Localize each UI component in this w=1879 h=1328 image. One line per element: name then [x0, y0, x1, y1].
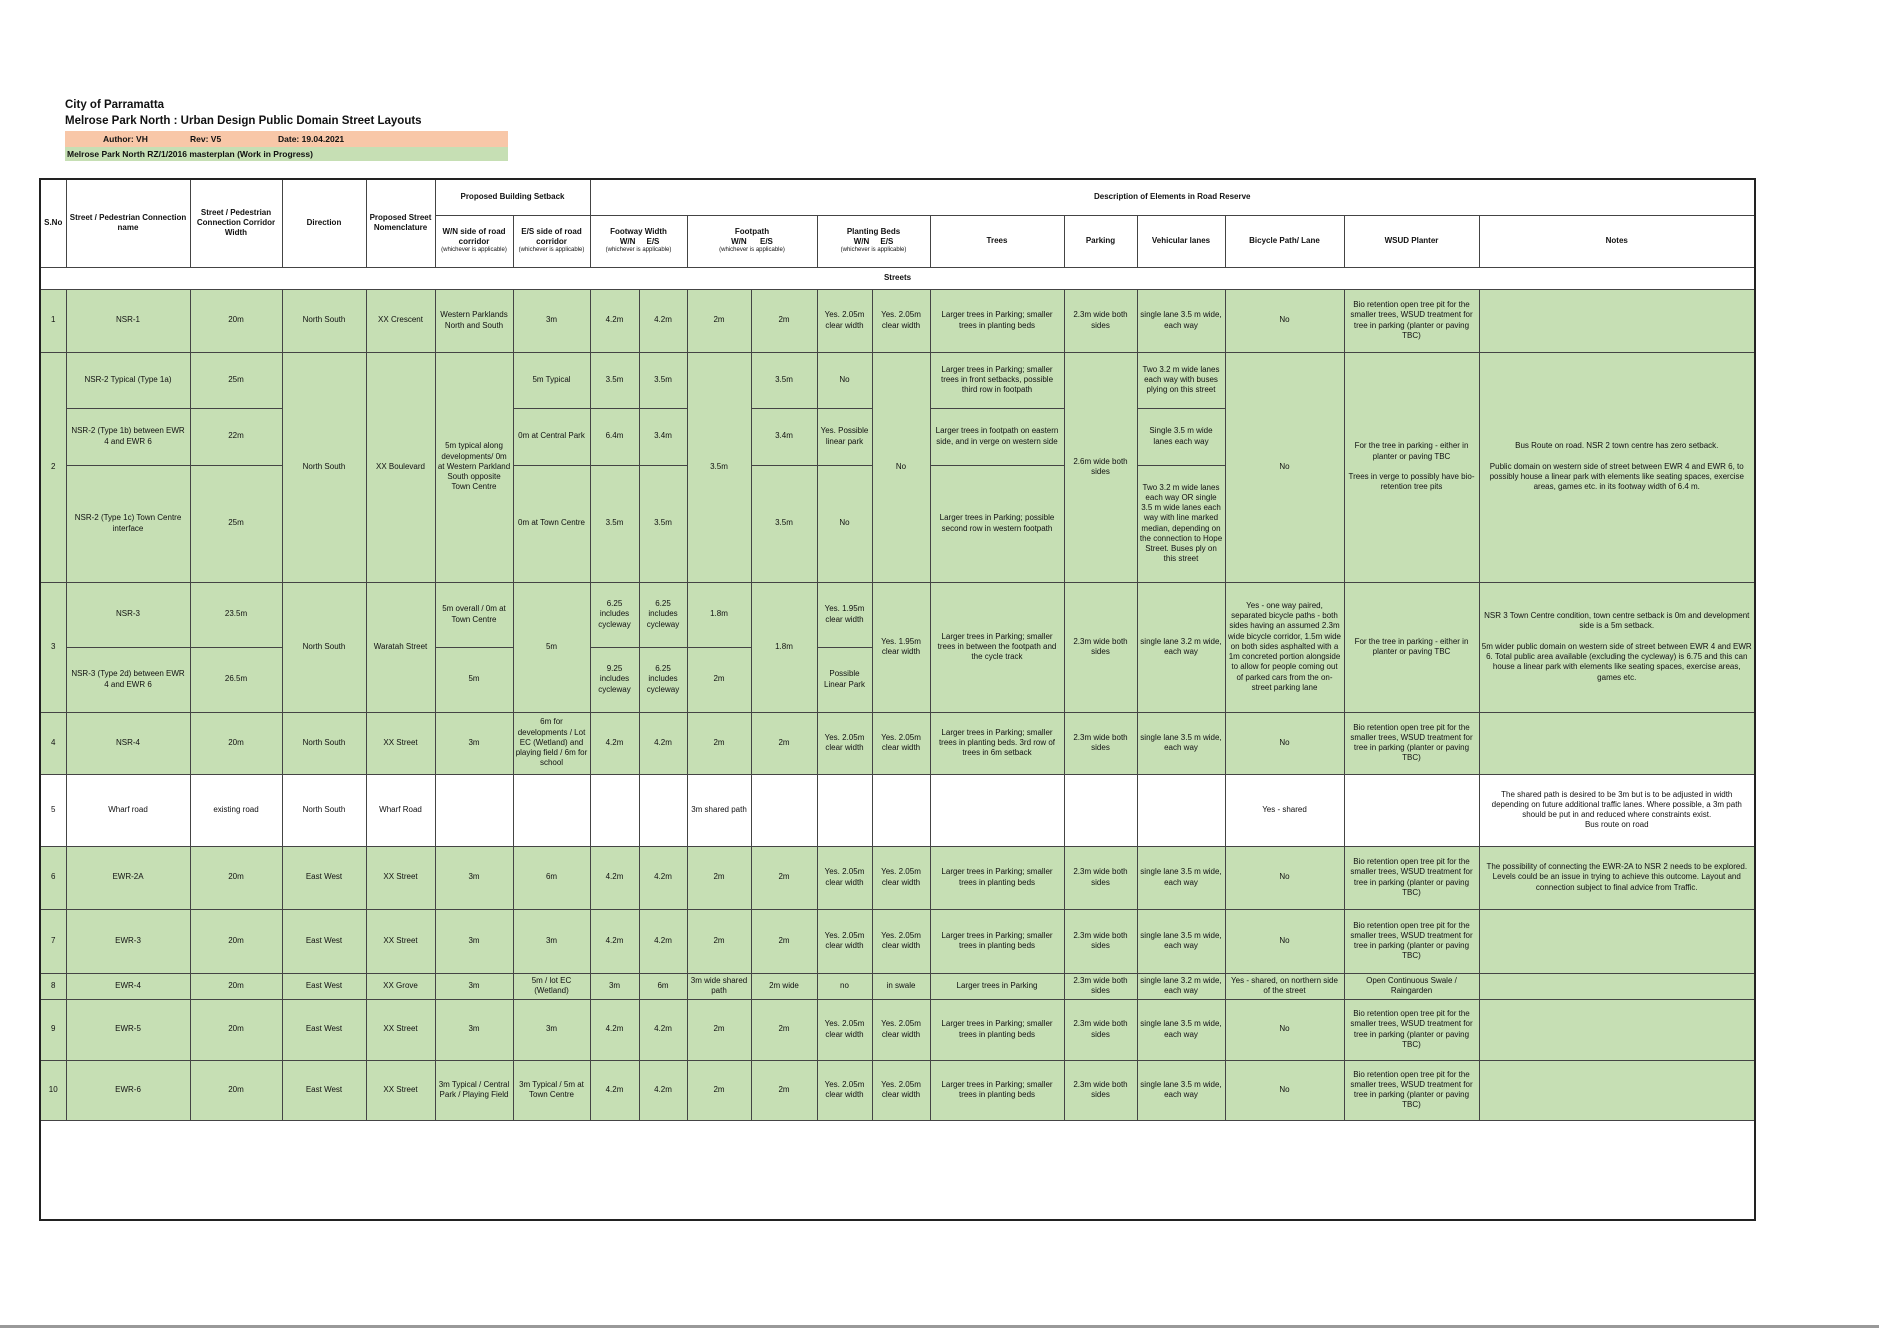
cell-bicycle: Yes - shared [1225, 774, 1344, 846]
cell-parking: 2.3m wide both sides [1064, 582, 1137, 712]
cell-trees: Larger trees in Parking; smaller trees in planting beds [930, 1060, 1064, 1120]
cell-setback-es: 3m [513, 909, 590, 973]
table-row [40, 774, 1755, 846]
cell-trees: Larger trees in Parking; smaller trees in planting beds. 3rd row of trees in 6m setback [930, 712, 1064, 774]
cell-footway-wn: 4.2m [590, 289, 639, 352]
col-footway: Footway Width W/N E/S (whichever is applicable) [590, 215, 687, 267]
cell-notes [1479, 973, 1755, 999]
cell-parking: 2.3m wide both sides [1064, 712, 1137, 774]
col-bicycle: Bicycle Path/ Lane [1225, 215, 1344, 267]
cell-footway-wn: 4.2m [590, 909, 639, 973]
cell-name: NSR-1 [66, 289, 190, 352]
cell-planting-wn: No [817, 352, 872, 408]
cell-footpath-es: 2m [751, 909, 817, 973]
cell-footway-wn: 3.5m [590, 465, 639, 582]
cell-sno: 2 [40, 352, 66, 582]
cell-bicycle: No [1225, 289, 1344, 352]
cell-footway-wn: 4.2m [590, 712, 639, 774]
col-vehicular-lanes: Vehicular lanes [1137, 215, 1225, 267]
cell-planting-es: Yes. 2.05m clear width [872, 999, 930, 1060]
cell-footpath-es: 3.5m [751, 465, 817, 582]
cell-footway-wn: 9.25 includes cycleway [590, 647, 639, 712]
cell-bicycle: No [1225, 712, 1344, 774]
cell-footway-es: 3.5m [639, 352, 687, 408]
cell-wsud: For the tree in parking - either in planter or paving TBC [1344, 582, 1479, 712]
cell-parking: 2.3m wide both sides [1064, 973, 1137, 999]
cell-width: 20m [190, 1060, 282, 1120]
col-notes: Notes [1479, 215, 1755, 267]
col-wsud: WSUD Planter [1344, 215, 1479, 267]
cell-parking [1064, 774, 1137, 846]
cell-footway-es [639, 774, 687, 846]
empty-area [40, 1120, 1755, 1220]
table-row [40, 712, 1755, 774]
cell-footpath-wn: 3m shared path [687, 774, 751, 846]
cell-planting-wn: Yes. 2.05m clear width [817, 999, 872, 1060]
cell-width: 20m [190, 846, 282, 909]
cell-direction: East West [282, 973, 366, 999]
cell-planting-wn: Yes. 2.05m clear width [817, 909, 872, 973]
cell-planting-es: Yes. 1.95m clear width [872, 582, 930, 712]
col-direction: Direction [282, 179, 366, 267]
cell-footpath-wn: 1.8m [687, 582, 751, 647]
cell-footway-wn: 4.2m [590, 1060, 639, 1120]
cell-nomenclature: XX Crescent [366, 289, 435, 352]
cell-footway-wn: 6.25 includes cycleway [590, 582, 639, 647]
cell-setback-es [513, 774, 590, 846]
cell-setback-wn [435, 774, 513, 846]
cell-bicycle: No [1225, 909, 1344, 973]
cell-notes [1479, 712, 1755, 774]
cell-notes: Bus Route on road. NSR 2 town centre has zero setback. Public domain on western side of street between EWR 4 and EWR 6, to possibly house a linear park with elements like seating spaces, exercise areas, games etc. in its footway width of 6.4 m. [1479, 352, 1755, 582]
cell-setback-es: 5m [513, 582, 590, 712]
table-row [40, 582, 1755, 647]
cell-width: 25m [190, 465, 282, 582]
cell-lanes: single lane 3.5 m wide, each way [1137, 289, 1225, 352]
cell-notes [1479, 909, 1755, 973]
cell-footway-es: 4.2m [639, 999, 687, 1060]
cell-nomenclature: XX Street [366, 846, 435, 909]
revision-label: Rev: V5 [190, 134, 222, 144]
cell-wsud: Bio retention open tree pit for the smaller trees, WSUD treatment for tree in parking (planter or paving TBC) [1344, 712, 1479, 774]
empty-row [40, 1120, 1755, 1220]
cell-bicycle: No [1225, 846, 1344, 909]
cell-nomenclature: XX Street [366, 909, 435, 973]
table-row [40, 846, 1755, 909]
cell-direction: East West [282, 909, 366, 973]
cell-setback-es: 3m Typical / 5m at Town Centre [513, 1060, 590, 1120]
cell-lanes: single lane 3.5 m wide, each way [1137, 999, 1225, 1060]
cell-planting-wn: Yes. Possible linear park [817, 408, 872, 465]
cell-planting-es [872, 774, 930, 846]
col-sno: S.No [40, 179, 66, 267]
cell-footpath-wn: 2m [687, 712, 751, 774]
cell-footway-es: 4.2m [639, 1060, 687, 1120]
cell-footpath-wn: 2m [687, 647, 751, 712]
cell-nomenclature: XX Grove [366, 973, 435, 999]
date-label: Date: 19.04.2021 [278, 134, 345, 144]
cell-lanes: single lane 3.5 m wide, each way [1137, 712, 1225, 774]
cell-direction: North South [282, 582, 366, 712]
cell-wsud: Bio retention open tree pit for the smaller trees, WSUD treatment for tree in parking (planter or paving TBC) [1344, 1060, 1479, 1120]
cell-setback-es: 0m at Central Park [513, 408, 590, 465]
cell-footway-wn [590, 774, 639, 846]
cell-trees: Larger trees in Parking; smaller trees in front setbacks, possible third row in footpath [930, 352, 1064, 408]
cell-footpath-es: 2m wide [751, 973, 817, 999]
cell-lanes: single lane 3.5 m wide, each way [1137, 909, 1225, 973]
col-parking: Parking [1064, 215, 1137, 267]
cell-parking: 2.3m wide both sides [1064, 909, 1137, 973]
cell-footway-es: 3.4m [639, 408, 687, 465]
cell-nomenclature: XX Street [366, 712, 435, 774]
cell-trees [930, 774, 1064, 846]
cell-direction: North South [282, 774, 366, 846]
cell-notes: NSR 3 Town Centre condition, town centre setback is 0m and development side is a 5m setback. 5m wider public domain on western side of street between EWR 4 and EWR 6. Total public area available (excluding the cycleway) is 6.75 and this can house a linear park with elements like seating spaces, exercise areas, games etc. [1479, 582, 1755, 712]
cell-sno: 6 [40, 846, 66, 909]
cell-wsud: Bio retention open tree pit for the smaller trees, WSUD treatment for tree in parking (planter or paving TBC) [1344, 289, 1479, 352]
cell-setback-wn: 3m Typical / Central Park / Playing Field [435, 1060, 513, 1120]
revision-bar [65, 131, 508, 147]
cell-nomenclature: XX Street [366, 999, 435, 1060]
cell-trees: Larger trees in Parking; possible second row in western footpath [930, 465, 1064, 582]
cell-width: 26.5m [190, 647, 282, 712]
cell-notes: The possibility of connecting the EWR-2A to NSR 2 needs to be explored. Levels could be an issue in trying to achieve this outcome. Layout and connection subject to final advice from Traffic. [1479, 846, 1755, 909]
cell-footway-es: 4.2m [639, 909, 687, 973]
cell-setback-es: 3m [513, 289, 590, 352]
cell-wsud: Bio retention open tree pit for the smaller trees, WSUD treatment for tree in parking (planter or paving TBC) [1344, 999, 1479, 1060]
cell-footway-es: 4.2m [639, 712, 687, 774]
cell-name: NSR-2 (Type 1c) Town Centre interface [66, 465, 190, 582]
cell-trees: Larger trees in footpath on eastern side, and in verge on western side [930, 408, 1064, 465]
cell-footway-wn: 3.5m [590, 352, 639, 408]
cell-wsud: For the tree in parking - either in planter or paving TBC Trees in verge to possibly have bio-retention tree pits [1344, 352, 1479, 582]
section-row [40, 267, 1755, 289]
cell-wsud: Bio retention open tree pit for the smaller trees, WSUD treatment for tree in parking (planter or paving TBC) [1344, 846, 1479, 909]
cell-trees: Larger trees in Parking; smaller trees in planting beds [930, 289, 1064, 352]
cell-planting-es: No [872, 352, 930, 582]
cell-direction: North South [282, 352, 366, 582]
cell-trees: Larger trees in Parking; smaller trees in planting beds [930, 909, 1064, 973]
cell-planting-es: Yes. 2.05m clear width [872, 846, 930, 909]
cell-name: NSR-4 [66, 712, 190, 774]
cell-footpath-es: 2m [751, 712, 817, 774]
cell-planting-wn: Yes. 2.05m clear width [817, 712, 872, 774]
cell-footpath-es: 2m [751, 289, 817, 352]
cell-nomenclature: XX Street [366, 1060, 435, 1120]
cell-setback-es: 5m / lot EC (Wetland) [513, 973, 590, 999]
cell-planting-es: Yes. 2.05m clear width [872, 289, 930, 352]
cell-footpath-es: 1.8m [751, 582, 817, 712]
cell-parking: 2.3m wide both sides [1064, 999, 1137, 1060]
col-setback-es: E/S side of road corridor (whichever is applicable) [513, 215, 590, 267]
cell-lanes: single lane 3.5 m wide, each way [1137, 846, 1225, 909]
cell-wsud [1344, 774, 1479, 846]
col-corridor-width: Street / Pedestrian Connection Corridor Width [190, 179, 282, 267]
cell-sno: 3 [40, 582, 66, 712]
cell-setback-es: 5m Typical [513, 352, 590, 408]
col-setback-wn: W/N side of road corridor (whichever is applicable) [435, 215, 513, 267]
cell-footway-es: 6.25 includes cycleway [639, 582, 687, 647]
cell-footpath-wn: 2m [687, 999, 751, 1060]
cell-sno: 4 [40, 712, 66, 774]
cell-width: 20m [190, 909, 282, 973]
cell-setback-wn: 3m [435, 909, 513, 973]
cell-setback-wn: 5m overall / 0m at Town Centre [435, 582, 513, 647]
cell-parking: 2.3m wide both sides [1064, 846, 1137, 909]
cell-nomenclature: XX Boulevard [366, 352, 435, 582]
table-row [40, 909, 1755, 973]
col-group-setback: Proposed Building Setback [435, 179, 590, 215]
cell-setback-es: 6m for developments / Lot EC (Wetland) and playing field / 6m for school [513, 712, 590, 774]
cell-sno: 10 [40, 1060, 66, 1120]
cell-planting-wn: no [817, 973, 872, 999]
col-trees: Trees [930, 215, 1064, 267]
cell-footway-wn: 6.4m [590, 408, 639, 465]
cell-footway-es: 4.2m [639, 846, 687, 909]
cell-name: EWR-4 [66, 973, 190, 999]
cell-setback-wn: 3m [435, 999, 513, 1060]
cell-planting-wn: Yes. 2.05m clear width [817, 846, 872, 909]
cell-lanes: single lane 3.2 m wide, each way [1137, 582, 1225, 712]
cell-sno: 8 [40, 973, 66, 999]
cell-setback-wn: 3m [435, 973, 513, 999]
cell-footpath-es: 3.4m [751, 408, 817, 465]
cell-name: EWR-3 [66, 909, 190, 973]
cell-notes [1479, 999, 1755, 1060]
cell-bicycle: Yes - shared, on northern side of the street [1225, 973, 1344, 999]
cell-parking: 2.6m wide both sides [1064, 352, 1137, 582]
cell-footpath-wn: 2m [687, 1060, 751, 1120]
cell-parking: 2.3m wide both sides [1064, 1060, 1137, 1120]
cell-footway-wn: 3m [590, 973, 639, 999]
cell-notes [1479, 289, 1755, 352]
cell-wsud: Bio retention open tree pit for the smaller trees, WSUD treatment for tree in parking (planter or paving TBC) [1344, 909, 1479, 973]
cell-width: 20m [190, 999, 282, 1060]
cell-planting-wn: Possible Linear Park [817, 647, 872, 712]
cell-sno: 5 [40, 774, 66, 846]
cell-planting-es: Yes. 2.05m clear width [872, 712, 930, 774]
cell-trees: Larger trees in Parking; smaller trees in planting beds [930, 999, 1064, 1060]
cell-sno: 1 [40, 289, 66, 352]
table-row [40, 999, 1755, 1060]
cell-trees: Larger trees in Parking [930, 973, 1064, 999]
cell-lanes: Two 3.2 m wide lanes each way with buses plying on this street [1137, 352, 1225, 408]
cell-bicycle: No [1225, 352, 1344, 582]
cell-name: NSR-3 [66, 582, 190, 647]
cell-lanes: Two 3.2 m wide lanes each way OR single 3.5 m wide lanes each way with line marked median, depending on the connection to Hope Street. Buses ply on this street [1137, 465, 1225, 582]
cell-planting-es: in swale [872, 973, 930, 999]
cell-planting-wn: Yes. 1.95m clear width [817, 582, 872, 647]
cell-footpath-es: 2m [751, 846, 817, 909]
org-name: City of Parramatta [65, 99, 165, 111]
author-label: Author: VH [103, 134, 148, 144]
cell-footpath-es [751, 774, 817, 846]
cell-footway-es: 4.2m [639, 289, 687, 352]
cell-planting-es: Yes. 2.05m clear width [872, 1060, 930, 1120]
cell-width: existing road [190, 774, 282, 846]
table-row [40, 289, 1755, 352]
cell-setback-wn: 5m [435, 647, 513, 712]
cell-name: Wharf road [66, 774, 190, 846]
cell-width: 22m [190, 408, 282, 465]
cell-lanes [1137, 774, 1225, 846]
col-planting-beds: Planting Beds W/N E/S (whichever is applicable) [817, 215, 930, 267]
table-header [40, 179, 1755, 267]
table-row [40, 1060, 1755, 1120]
cell-footpath-wn: 2m [687, 909, 751, 973]
cell-notes: The shared path is desired to be 3m but is to be adjusted in width depending on future additional traffic lanes. Where possible, a 3m path should be put in and reduced where constraints exist. Bus route on road [1479, 774, 1755, 846]
cell-setback-wn: 3m [435, 712, 513, 774]
cell-nomenclature: Wharf Road [366, 774, 435, 846]
cell-bicycle: No [1225, 999, 1344, 1060]
cell-trees: Larger trees in Parking; smaller trees in between the footpath and the cycle track [930, 582, 1064, 712]
cell-setback-wn: 5m typical along developments/ 0m at Western Parkland South opposite Town Centre [435, 352, 513, 582]
cell-sno: 9 [40, 999, 66, 1060]
cell-footpath-wn: 2m [687, 289, 751, 352]
cell-planting-wn [817, 774, 872, 846]
masterplan-bar [65, 147, 508, 161]
table-row [40, 352, 1755, 408]
cell-width: 20m [190, 712, 282, 774]
cell-footpath-wn: 3m wide shared path [687, 973, 751, 999]
cell-direction: East West [282, 1060, 366, 1120]
cell-lanes: Single 3.5 m wide lanes each way [1137, 408, 1225, 465]
cell-setback-es: 6m [513, 846, 590, 909]
cell-footpath-wn: 2m [687, 846, 751, 909]
document-title: Melrose Park North : Urban Design Public Domain Street Layouts [65, 115, 422, 127]
cell-footway-wn: 4.2m [590, 846, 639, 909]
cell-direction: North South [282, 712, 366, 774]
cell-setback-es: 0m at Town Centre [513, 465, 590, 582]
cell-name: NSR-2 (Type 1b) between EWR 4 and EWR 6 [66, 408, 190, 465]
street-layouts-table [39, 178, 1756, 1221]
cell-footway-es: 6m [639, 973, 687, 999]
cell-planting-wn: Yes. 2.05m clear width [817, 289, 872, 352]
cell-direction: East West [282, 999, 366, 1060]
masterplan-label: Melrose Park North RZ/1/2016 masterplan (Work in Progress) [67, 149, 313, 159]
cell-name: EWR-2A [66, 846, 190, 909]
cell-footpath-wn: 3.5m [687, 352, 751, 582]
cell-setback-wn: Western Parklands North and South [435, 289, 513, 352]
cell-setback-es: 3m [513, 999, 590, 1060]
cell-width: 20m [190, 289, 282, 352]
table-row [40, 973, 1755, 999]
cell-planting-wn: Yes. 2.05m clear width [817, 1060, 872, 1120]
document-header [65, 97, 422, 129]
cell-name: EWR-6 [66, 1060, 190, 1120]
section-label: Streets [40, 267, 1755, 289]
col-footpath: Footpath W/N E/S (whichever is applicable) [687, 215, 817, 267]
cell-direction: East West [282, 846, 366, 909]
cell-wsud: Open Continuous Swale / Raingarden [1344, 973, 1479, 999]
cell-name: NSR-2 Typical (Type 1a) [66, 352, 190, 408]
cell-trees: Larger trees in Parking; smaller trees in planting beds [930, 846, 1064, 909]
cell-setback-wn: 3m [435, 846, 513, 909]
cell-name: EWR-5 [66, 999, 190, 1060]
cell-parking: 2.3m wide both sides [1064, 289, 1137, 352]
cell-planting-wn: No [817, 465, 872, 582]
col-group-description: Description of Elements in Road Reserve [590, 179, 1755, 215]
cell-footway-wn: 4.2m [590, 999, 639, 1060]
col-street-name: Street / Pedestrian Connection name [66, 179, 190, 267]
cell-bicycle: Yes - one way paired, separated bicycle paths - both sides having an assumed 2.3m wide bicycle corridor, 1.5m wide on both sides asphalted with a 1m concreted portion alongside to allow for people coming out of parked cars from the on-street parking lane [1225, 582, 1344, 712]
cell-name: NSR-3 (Type 2d) between EWR 4 and EWR 6 [66, 647, 190, 712]
cell-lanes: single lane 3.2 m wide, each way [1137, 973, 1225, 999]
cell-footway-es: 3.5m [639, 465, 687, 582]
cell-planting-es: Yes. 2.05m clear width [872, 909, 930, 973]
cell-direction: North South [282, 289, 366, 352]
col-nomenclature: Proposed Street Nomenclature [366, 179, 435, 267]
cell-width: 23.5m [190, 582, 282, 647]
cell-notes [1479, 1060, 1755, 1120]
cell-width: 20m [190, 973, 282, 999]
cell-nomenclature: Waratah Street [366, 582, 435, 712]
cell-width: 25m [190, 352, 282, 408]
cell-lanes: single lane 3.5 m wide, each way [1137, 1060, 1225, 1120]
cell-sno: 7 [40, 909, 66, 973]
cell-footpath-es: 2m [751, 1060, 817, 1120]
cell-footpath-es: 3.5m [751, 352, 817, 408]
cell-bicycle: No [1225, 1060, 1344, 1120]
cell-footway-es: 6.25 includes cycleway [639, 647, 687, 712]
cell-footpath-es: 2m [751, 999, 817, 1060]
